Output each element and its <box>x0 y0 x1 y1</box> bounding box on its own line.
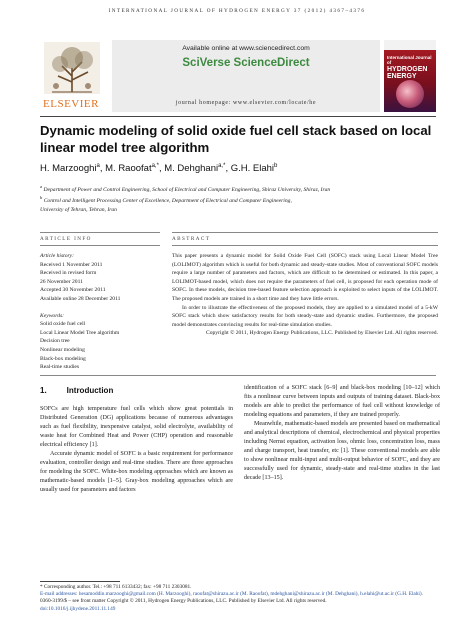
header-divider <box>40 116 436 117</box>
cover-graphic <box>396 80 424 108</box>
abstract-body <box>172 252 438 338</box>
issn-line: 0360-3199/$ – see front matter Copyright © 2011, Hydrogen Energy Publications, LLC. Published by Elsevier Ltd. All rights reserved. <box>40 598 327 605</box>
keyword: Black-box modeling <box>40 355 86 362</box>
affiliation-b-line2: University of Tehran, Tehran, Iran <box>40 206 117 213</box>
keyword: Nonlinear modeling <box>40 346 85 353</box>
section-heading: 1. Introduction <box>40 386 114 395</box>
author-name: M. Raoofat <box>105 163 152 175</box>
history-item: 26 November 2011 <box>40 278 83 285</box>
author-name: H. Marzooghi <box>40 163 97 175</box>
body-paragraph: identification of a SOFC stack [6–9] and black-box modeling [10–12] which fits a nonlinear curve between inputs and outputs of training dataset. Black-box models are able to predict the performance of fuel cell without knowledge of modeling equations and parameters, if they are trained properly. <box>244 385 440 418</box>
author-list: H. Marzooghi$^a$, M. Raoofat$^{a,*}$, M. Dehghani$^{a,*}$, G.H. Elahi$^b$ <box>40 163 278 175</box>
body-paragraph: SOFCs are high temperature fuel cells which show great potentials in Distributed Generation (DG) applications because of numerous advantages such as fuel flexibility, inexpensive catalyst, solid electrolyte, availability of waste heat for Combined Heat and Power (CHP) operation and reasonable electrical efficiency [1]. <box>40 406 233 448</box>
history-item: Available online 28 December 2011 <box>40 295 121 302</box>
doi-link[interactable]: doi:10.1016/j.ijhydene.2011.11.149 <box>40 605 116 612</box>
author-name: M. Dehghani <box>164 163 219 175</box>
keyword: Decision tree <box>40 338 70 345</box>
history-label: Article history: <box>40 253 75 259</box>
info-rule-2 <box>40 245 160 246</box>
article-title: Dynamic modeling of solid oxide fuel cell stack based on local linear model tree algorithm <box>40 123 432 155</box>
sciencedirect-band <box>112 40 380 112</box>
abstract-rule-2 <box>172 245 438 246</box>
history-item: Received 1 November 2011 <box>40 261 103 268</box>
journal-header <box>40 40 436 112</box>
article-info <box>40 252 160 372</box>
journal-cover-image <box>384 40 436 112</box>
abstract-copyright: Copyright © 2011, Hydrogen Energy Publications, LLC. Published by Elsevier Ltd. All rights reserved. <box>205 330 438 337</box>
elsevier-wordmark: ELSEVIER <box>43 98 99 110</box>
body-column-left <box>40 405 233 495</box>
cover-title: International Journal of HYDROGEN ENERGY <box>387 55 432 80</box>
body-paragraph: Accurate dynamic model of SOFC is a basic requirement for performance evaluation, controller design and real-time studies. There are three approaches for modeling the SOFC. White-box modeling approaches which are known as mathematic-based models [1–5]. Gray-box modeling approaches which are usually used for parameters and factors <box>40 451 233 493</box>
footnote-divider <box>40 581 120 582</box>
affiliations: $^a$ Department of Power and Control Engineering, School of Electrical and Computer Engineering, Shiraz University, Shiraz, Iran $^b$ Control and Intelligent Processing Center of Excellence, Department of Electrical and Computer Engineering, University of Tehran, Tehran, Iran <box>40 183 440 215</box>
affiliation-b: Control and Intelligent Processing Center of Excellence, Department of Electrical and Computer Engineering, <box>43 198 292 205</box>
keyword: Local Linear Model Tree algorithm <box>40 329 120 336</box>
keywords-label: Keywords: <box>40 312 65 319</box>
article-info-heading: ARTICLE INFO <box>40 236 92 242</box>
footnotes <box>40 584 440 613</box>
info-rule <box>40 232 160 233</box>
abstract-bottom-rule <box>40 375 436 376</box>
email-addresses[interactable]: E-mail addresses: hesamoddin.marzooghi@gmail.com (H. Marzooghi), raoofat@shirazu.ac.ir (M. Raoofat), mdehghani@shirazu.ac.ir (M. Dehghani), h.elahi@ut.ac.ir (G.H. Elahi). <box>40 591 423 598</box>
keyword: Solid oxide fuel cell <box>40 321 86 328</box>
sciverse-logo-text: SciVerse ScienceDirect <box>182 57 310 69</box>
abstract-paragraph: In order to illustrate the effectiveness of the proposed models, they are applied to a simulated model of a 5-kW SOFC stack which show satisfactory results for both steady-state and dynamic studies. Furthermore, the proposed model demonstrates convincing results for real-time simulation studies. <box>172 304 438 328</box>
affiliation-a: Department of Power and Control Engineering, School of Electrical and Computer Engineering, Shiraz University, Shiraz, Iran <box>43 186 331 193</box>
author-name: G.H. Elahi <box>230 163 275 175</box>
body-column-right <box>244 384 440 483</box>
journal-homepage-link[interactable]: journal homepage: www.elsevier.com/locate/he <box>175 100 317 106</box>
history-item: Accepted 30 November 2011 <box>40 287 106 294</box>
elsevier-tree-icon <box>44 42 100 94</box>
available-online-text[interactable]: Available online at www.sciencedirect.com <box>182 45 310 52</box>
abstract-paragraph: This paper presents a dynamic model for Solid Oxide Fuel Cell (SOFC) stack using Local Linear Model Tree (LOLIMOT) algorithm which is useful for both dynamic and steady-state studies. Most of conventional SOFC models require a large number of parameters and factors, which are difficult to be determined or estimated. In this paper, a LOLIMOT-based model, which does not require the parameters of fuel cell, is proposed for each operation mode of SOFC. In these models, decision tree-based feature selection approach is exploited to select inputs of the LOLIMOT. The proposed models are trained in a short time and they have little errors. <box>172 253 438 302</box>
abstract-heading: ABSTRACT <box>172 236 211 242</box>
corresponding-author-note: * Corresponding author. Tel.: +98 711 6133432; fax: +98 711 2303081. <box>40 584 192 590</box>
keyword: Real-time studies <box>40 364 79 371</box>
elsevier-logo <box>40 40 102 112</box>
abstract-rule <box>172 232 438 233</box>
history-item: Received in revised form <box>40 270 97 277</box>
cover-top-band <box>384 40 436 50</box>
journal-citation-line: INTERNATIONAL JOURNAL OF HYDROGEN ENERGY 37 (2012) 4367–4376 <box>108 8 366 14</box>
body-paragraph: Meanwhile, mathematic-based models are presented based on mathematical and analytical descriptions of chemical, electrochemical and physical properties including Nernst equation, activation loss, ohmic loss, concentration loss, mass and charge transport, heat transfer, etc [1]. These conventional models are able to show nonlinear multi-input and multi-output behavior of SOFC, and they are successfully used for dynamic, steady-state and real-time studies in the last decade [13–15]. <box>244 421 440 481</box>
